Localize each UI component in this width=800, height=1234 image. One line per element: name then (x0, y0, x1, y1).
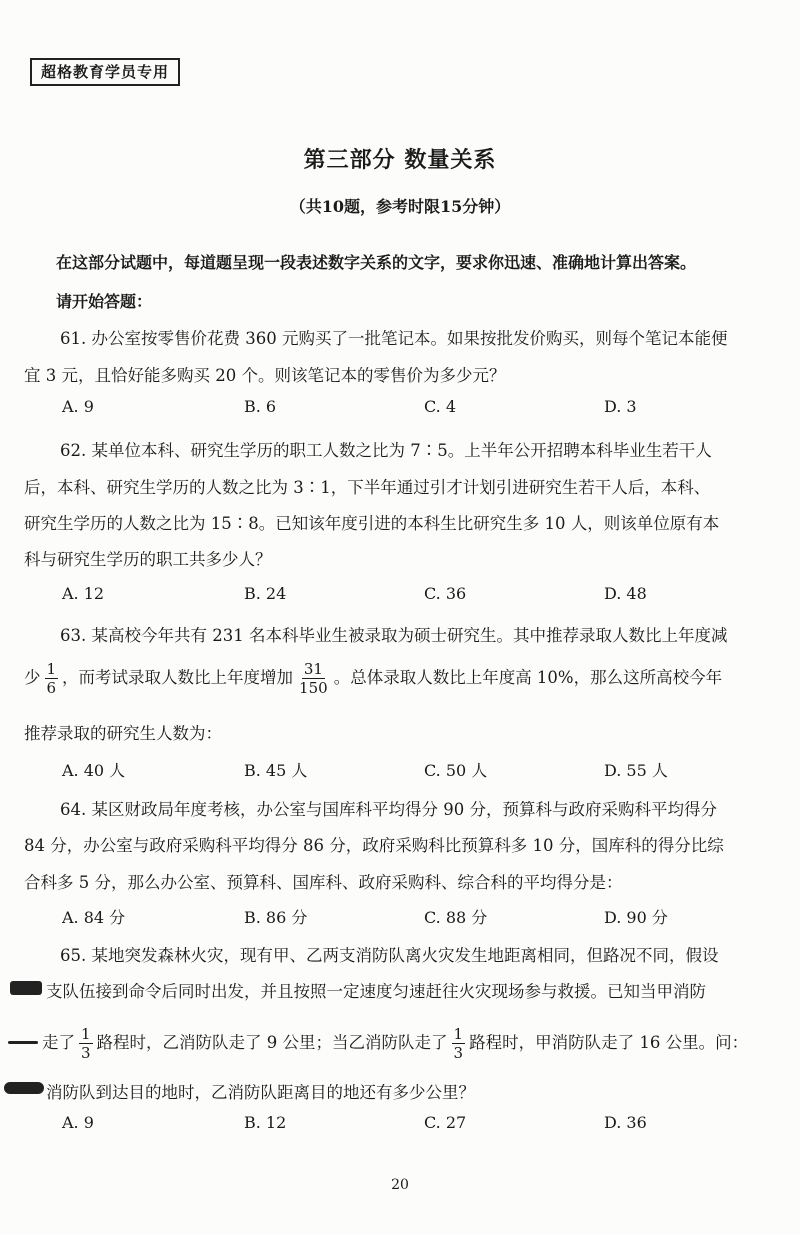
q65-line-1: 65. 某地突发森林火灾，现有甲、乙两支消防队离火灾发生地距离相同，但路况不同，假设 (60, 946, 719, 965)
scan-damage-mark (4, 1082, 44, 1094)
q65-fraction-one-third (79, 1025, 93, 1062)
q65-text-a: 走了 (42, 1033, 75, 1052)
section-instructions: 在这部分试题中，每道题呈现一段表述数字关系的文字，要求你迅速、准确地计算出答案。 (56, 253, 697, 272)
q64-option-a[interactable]: A. 84 分 (62, 908, 126, 927)
q63-text-a: 少 (24, 668, 41, 687)
fraction-numerator: 1 (46, 660, 57, 678)
q61-option-d[interactable]: D. 3 (604, 397, 637, 416)
fraction-denominator: 150 (299, 679, 328, 697)
q65-options (62, 1113, 762, 1137)
fraction-numerator: 1 (453, 1025, 464, 1043)
scan-damage-mark (8, 1041, 38, 1044)
q63-line-3: 推荐录取的研究生人数为： (24, 724, 222, 743)
q64-options (62, 905, 762, 929)
q62-line-4: 科与研究生学历的职工共多少人？ (24, 550, 272, 569)
q61-line-2: 宜 3 元，且恰好能多购买 20 个。则该笔记本的零售价为多少元？ (24, 366, 506, 385)
q62-option-b[interactable]: B. 24 (244, 584, 287, 603)
fraction-denominator: 3 (453, 1044, 464, 1062)
q65-option-b[interactable]: B. 12 (244, 1113, 287, 1132)
q64-line-1: 64. 某区财政局年度考核，办公室与国库科平均得分 90 分，预算科与政府采购科平均得分 (60, 800, 717, 819)
q63-option-c[interactable]: C. 50 人 (424, 761, 488, 780)
section-subtitle: （共10题，参考时限15分钟） (289, 197, 511, 216)
scan-damage-mark (10, 981, 42, 995)
q61-option-b[interactable]: B. 6 (244, 397, 277, 416)
q65-fraction-one-third (452, 1025, 466, 1062)
q65-option-c[interactable]: C. 27 (424, 1113, 467, 1132)
q63-option-b[interactable]: B. 45 人 (244, 761, 308, 780)
q64-option-d[interactable]: D. 90 分 (604, 908, 668, 927)
q65-line-3 (42, 1025, 760, 1062)
q64-line-3: 合科多 5 分，那么办公室、预算科、国库科、政府采购科、综合科的平均得分是： (24, 873, 623, 892)
q61-options (62, 397, 762, 421)
q65-line-4: 消防队到达目的地时，乙消防队距离目的地还有多少公里？ (46, 1083, 475, 1102)
q63-text-b: ，而考试录取人数比上年度增加 (62, 668, 294, 687)
student-use-stamp: 超格教育学员专用 (30, 58, 180, 86)
fraction-numerator: 31 (303, 660, 323, 678)
q62-option-a[interactable]: A. 12 (62, 584, 105, 603)
q62-line-3: 研究生学历的人数之比为 15∶8。已知该年度引进的本科生比研究生多 10 人，则该单位原有本 (24, 514, 720, 533)
q63-text-c: 。总体录取人数比上年度高 10%，那么这所高校今年 (333, 668, 723, 687)
fraction-denominator: 3 (81, 1044, 91, 1062)
q62-options (62, 584, 762, 608)
q63-fraction-31-150 (297, 660, 330, 697)
q61-option-c[interactable]: C. 4 (424, 397, 457, 416)
q62-line-2: 后，本科、研究生学历的人数之比为 3∶1，下半年通过引才计划引进研究生若干人后，本科、 (24, 478, 711, 497)
fraction-numerator: 1 (81, 1025, 91, 1043)
q63-options (62, 758, 762, 782)
q65-option-a[interactable]: A. 9 (62, 1113, 94, 1132)
fraction-denominator: 6 (46, 679, 57, 697)
q62-line-1: 62. 某单位本科、研究生学历的职工人数之比为 7∶5。上半年公开招聘本科毕业生若干人 (60, 441, 712, 460)
q64-option-b[interactable]: B. 86 分 (244, 908, 308, 927)
start-prompt: 请开始答题： (56, 292, 153, 311)
q62-option-d[interactable]: D. 48 (604, 584, 647, 603)
q65-line-2: 支队伍接到命令后同时出发，并且按照一定速度匀速赶往火灾现场参与救援。已知当甲消防 (46, 982, 706, 1001)
q63-option-d[interactable]: D. 55 人 (604, 761, 668, 780)
q65-text-b: 路程时，乙消防队走了 9 公里；当乙消防队走了 (96, 1033, 448, 1052)
section-title: 第三部分 数量关系 (303, 148, 497, 173)
q61-line-1: 61. 办公室按零售价花费 360 元购买了一批笔记本。如果按批发价购买，则每个笔记本能便 (60, 329, 728, 348)
q61-option-a[interactable]: A. 9 (62, 397, 94, 416)
q63-line-2 (24, 660, 760, 697)
q64-line-2: 84 分，办公室与政府采购科平均得分 86 分，政府采购科比预算科多 10 分，国库科的得分比综 (24, 836, 724, 855)
q63-line-1: 63. 某高校今年共有 231 名本科毕业生被录取为硕士研究生。其中推荐录取人数比上年度减 (60, 626, 728, 645)
q63-option-a[interactable]: A. 40 人 (62, 761, 126, 780)
q63-fraction-one-sixth (45, 660, 59, 697)
q65-option-d[interactable]: D. 36 (604, 1113, 647, 1132)
q62-option-c[interactable]: C. 36 (424, 584, 467, 603)
q64-option-c[interactable]: C. 88 分 (424, 908, 488, 927)
q65-text-c: 路程时，甲消防队走了 16 公里。问： (469, 1033, 749, 1052)
page-number: 20 (391, 1177, 409, 1193)
